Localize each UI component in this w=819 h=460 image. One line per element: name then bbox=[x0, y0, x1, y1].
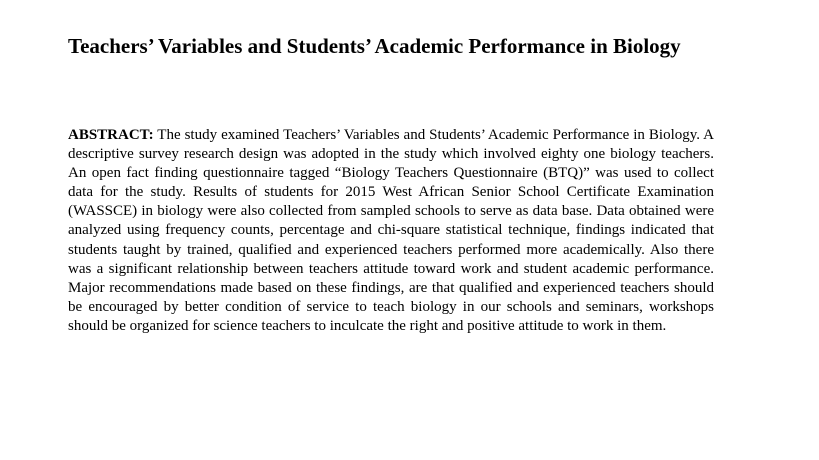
abstract-label: ABSTRACT: bbox=[68, 127, 154, 143]
abstract-text: The study examined Teachers’ Variables and Students’ Academic Performance in Biology. A descriptive survey research design was adopted in the study which involved eighty one biology teachers. An open fact finding questionnaire tagged “Biology Teachers Questionnaire (BTQ)” was used to collect data for the study. Results of students for 2015 West African Senior School Certificate Examination (WASSCE) in biology were also collected from sampled schools to serve as data base. Data obtained were analyzed using frequency counts, percentage and chi-square statistical technique, findings indicated that students taught by trained, qualified and experienced teachers performed more academically. Also there was a significant relationship between teachers attitude toward work and student academic performance. Major recommendations made based on these findings, are that qualified and experienced teachers should be encouraged by better condition of service to teach biology in our schools and seminars, workshops should be organized for science teachers to inculcate the right and positive attitude to work in them. bbox=[68, 127, 714, 334]
paper-title: Teachers’ Variables and Students’ Academic Performance in Biology bbox=[68, 34, 681, 58]
abstract-paragraph bbox=[68, 126, 714, 336]
